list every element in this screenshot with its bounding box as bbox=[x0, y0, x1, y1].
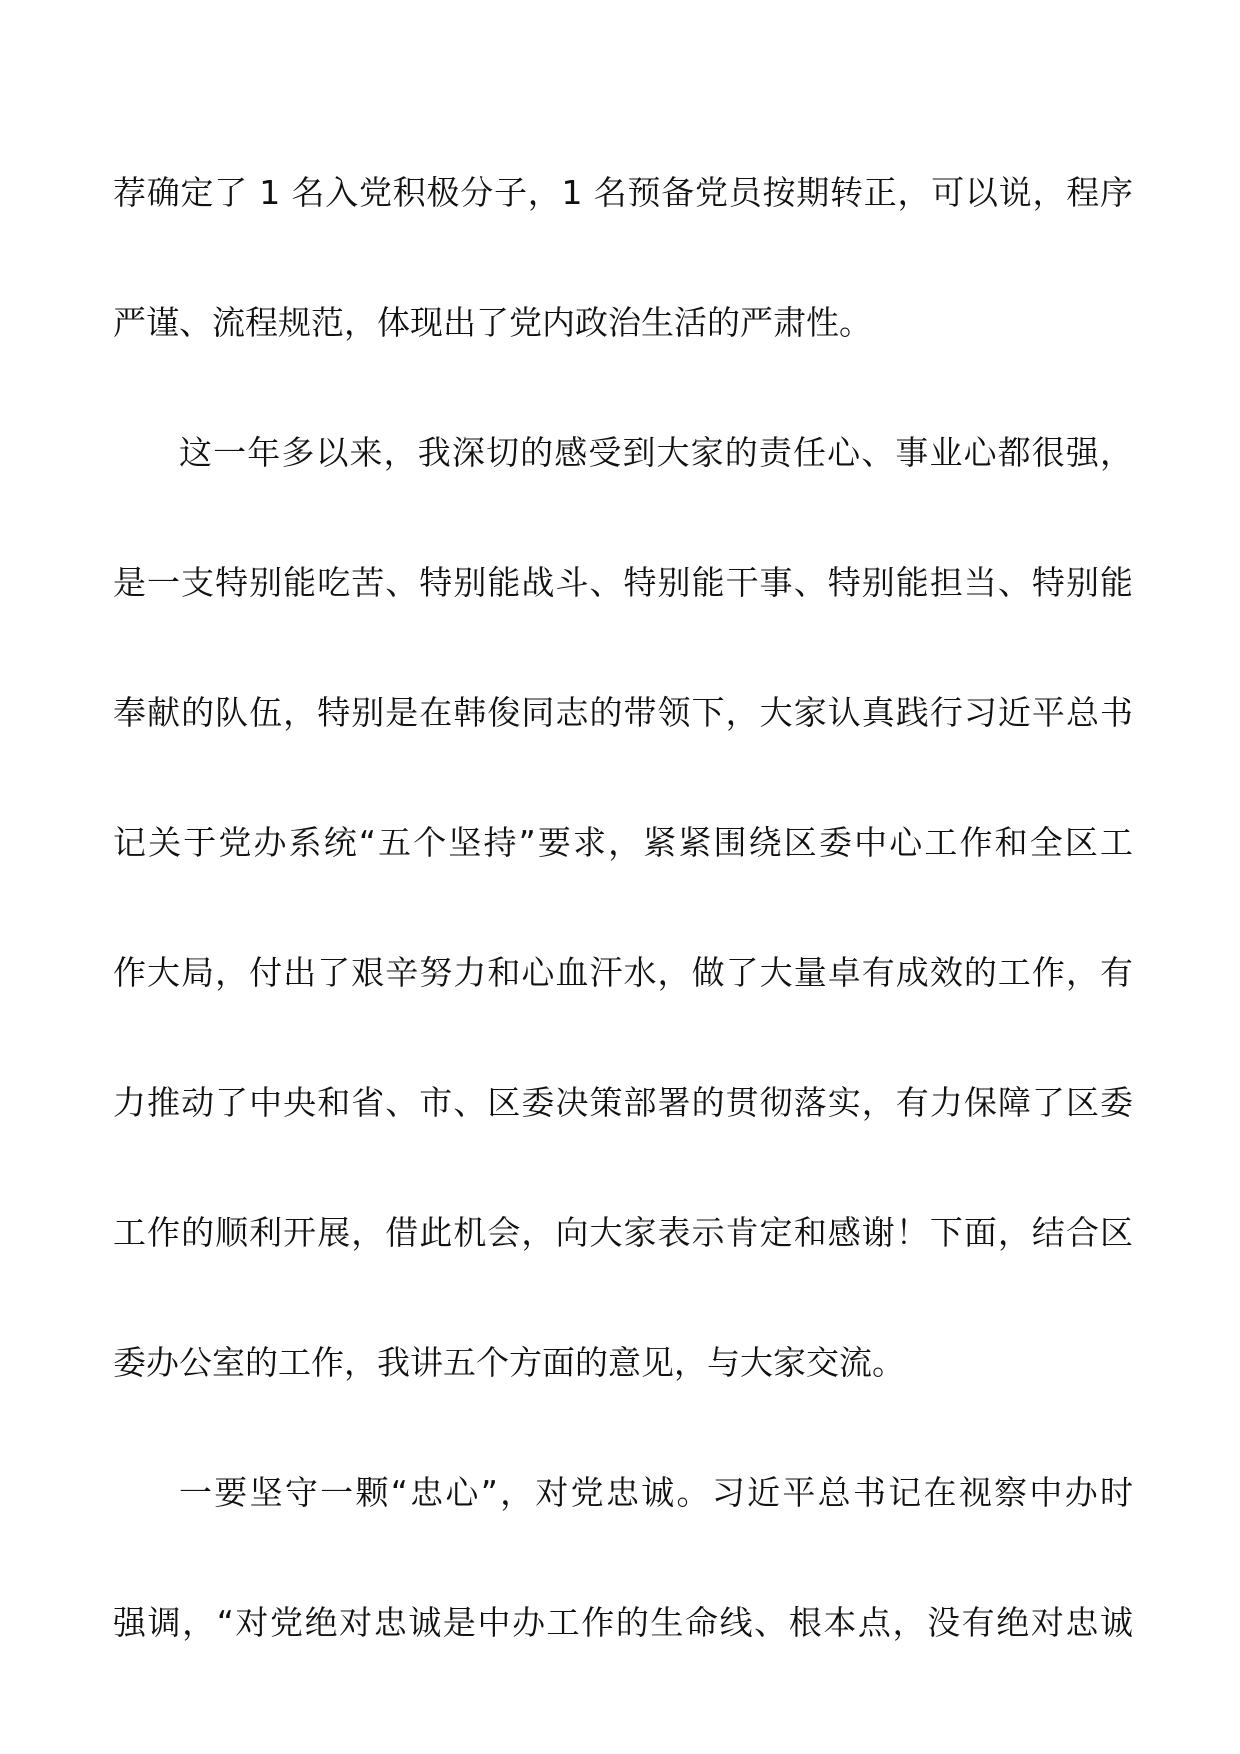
paragraph-line: 荐确定了 1 名入党积极分子，1 名预备党员按期转正，可以说，程序 bbox=[113, 173, 1133, 212]
paragraph-line: 这一年多以来，我深切的感受到大家的责任心、事业心都很强， bbox=[179, 433, 1133, 472]
paragraph-line: 委办公室的工作，我讲五个方面的意见，与大家交流。 bbox=[113, 1343, 905, 1382]
paragraph-line: 奉献的队伍，特别是在韩俊同志的带领下，大家认真践行习近平总书 bbox=[113, 693, 1133, 732]
paragraph-line: 工作的顺利开展，借此机会，向大家表示肯定和感谢！下面，结合区 bbox=[113, 1213, 1133, 1252]
paragraph-line: 记关于党办系统“五个坚持”要求，紧紧围绕区委中心工作和全区工 bbox=[113, 823, 1133, 862]
paragraph-line: 是一支特别能吃苦、特别能战斗、特别能干事、特别能担当、特别能 bbox=[113, 563, 1133, 602]
paragraph-line: 力推动了中央和省、市、区委决策部署的贯彻落实，有力保障了区委 bbox=[113, 1083, 1133, 1122]
paragraph-line: 作大局，付出了艰辛努力和心血汗水，做了大量卓有成效的工作，有 bbox=[113, 953, 1133, 992]
paragraph-line: 严谨、流程规范，体现出了党内政治生活的严肃性。 bbox=[113, 303, 872, 342]
paragraph-line: 强调，“对党绝对忠诚是中办工作的生命线、根本点，没有绝对忠诚 bbox=[113, 1603, 1133, 1642]
paragraph-line: 一要坚守一颗“忠心”，对党忠诚。习近平总书记在视察中办时 bbox=[179, 1473, 1133, 1512]
